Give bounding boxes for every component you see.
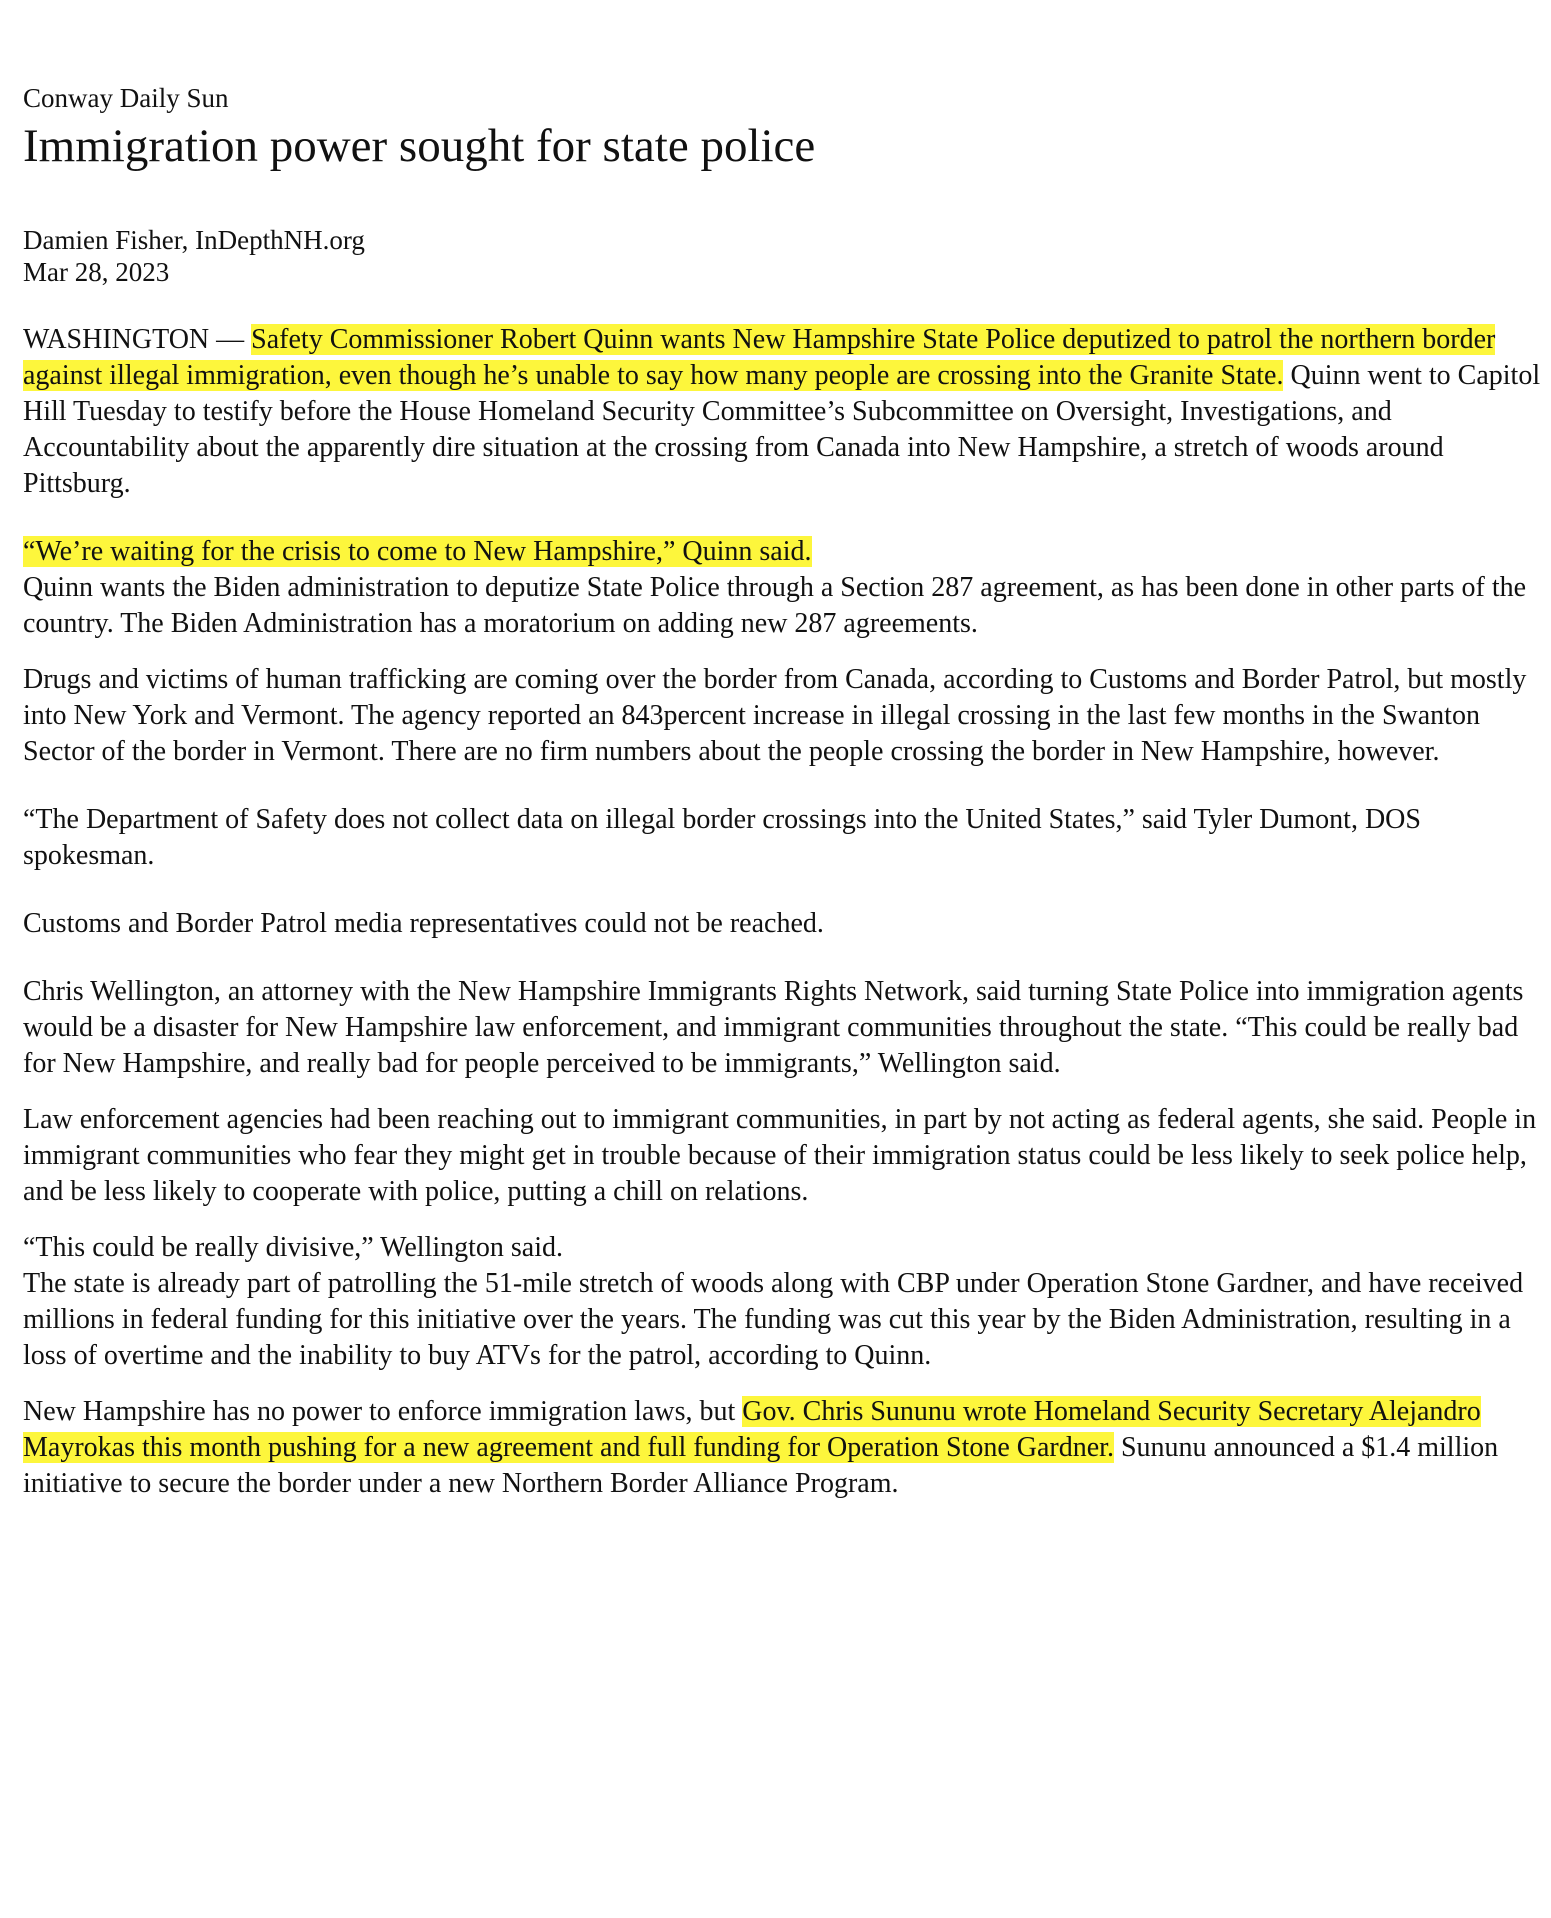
paragraph-4: “The Department of Safety does not collect data on illegal border crossings into the United States,” said Tyler Dumont, DOS spokesman. bbox=[23, 804, 1421, 871]
paragraph-3: Drugs and victims of human trafficking are coming over the border from Canada, according to Customs and Border Patrol, but mostly into New York and Vermont. The agency reported an 843percent increase in illegal crossing in the last few months in the Swanton Sector of the border in Vermont. There are no firm numbers about the people crossing the border in New Hampshire, however. bbox=[23, 664, 1527, 767]
highlighted-text: Safety Commissioner Robert Quinn wants New Hampshire State Police deputized to patrol the northern border against illegal immigration, even though he’s unable to say how many people are crossing into the Granite State. bbox=[23, 324, 1496, 391]
publish-date: Mar 28, 2023 bbox=[23, 257, 170, 287]
paragraph-7: Law enforcement agencies had been reaching out to immigrant communities, in part by not acting as federal agents, she said. People in immigrant communities who fear they might get in trouble because of their immigration status could be less likely to seek police help, and be less likely to cooperate with police, putting a chill on relations. bbox=[23, 1104, 1537, 1207]
dateline: WASHINGTON — bbox=[23, 324, 252, 355]
paragraph-5: Customs and Border Patrol media representatives could not be reached. bbox=[23, 908, 824, 939]
article-body bbox=[23, 322, 1551, 1502]
publication-name: Conway Daily Sun bbox=[23, 83, 229, 113]
article-headline: Immigration power sought for state police bbox=[23, 120, 816, 172]
paragraph-lead: New Hampshire has no power to enforce immigration laws, but bbox=[23, 1396, 743, 1427]
paragraph-6: Chris Wellington, an attorney with the New Hampshire Immigrants Rights Network, said turning State Police into immigration agents would be a disaster for New Hampshire law enforcement, and immigrant communities throughout the state. “This could be really bad for New Hampshire, and really bad for people perceived to be immigrants,” Wellington said. bbox=[23, 976, 1524, 1079]
paragraph-text: The state is already part of patrolling the 51-mile stretch of woods along with CBP under Operation Stone Gardner, and have received millions in federal funding for this initiative over the years. The funding was cut this year by the Biden Administration, resulting in a loss of overtime and the inability to buy ATVs for the patrol, according to Quinn. bbox=[23, 1268, 1524, 1371]
byline bbox=[23, 224, 365, 288]
paragraph-text: Quinn went to Capitol Hill Tuesday to testify before the House Homeland Security Committee’s Subcommittee on Oversight, Investigations, and Accountability about the apparently dire situation at the crossing from Canada into New Hampshire, a stretch of woods around Pittsburg. bbox=[23, 360, 1541, 499]
quote-text: “This could be really divisive,” Wellington said. bbox=[23, 1232, 563, 1263]
highlighted-quote: “We’re waiting for the crisis to come to New Hampshire,” Quinn said. bbox=[23, 536, 812, 567]
author: Damien Fisher, InDepthNH.org bbox=[23, 225, 365, 255]
paragraph-text: Quinn wants the Biden administration to deputize State Police through a Section 287 agreement, as has been done in other parts of the country. The Biden Administration has a moratorium on adding new 287 agreements. bbox=[23, 572, 1527, 639]
highlighted-text: Gov. Chris Sununu wrote Homeland Security Secretary Alejandro Mayrokas this month pushing for a new agreement and full funding for Operation Stone Gardner. bbox=[23, 1396, 1481, 1463]
paragraph-text: Sununu announced a $1.4 million initiative to secure the border under a new Northern Border Alliance Program. bbox=[23, 1432, 1499, 1499]
paragraph-2 bbox=[23, 534, 1551, 642]
paragraph-9 bbox=[23, 1394, 1551, 1502]
paragraph-1 bbox=[23, 322, 1551, 502]
paragraph-8 bbox=[23, 1230, 1551, 1374]
